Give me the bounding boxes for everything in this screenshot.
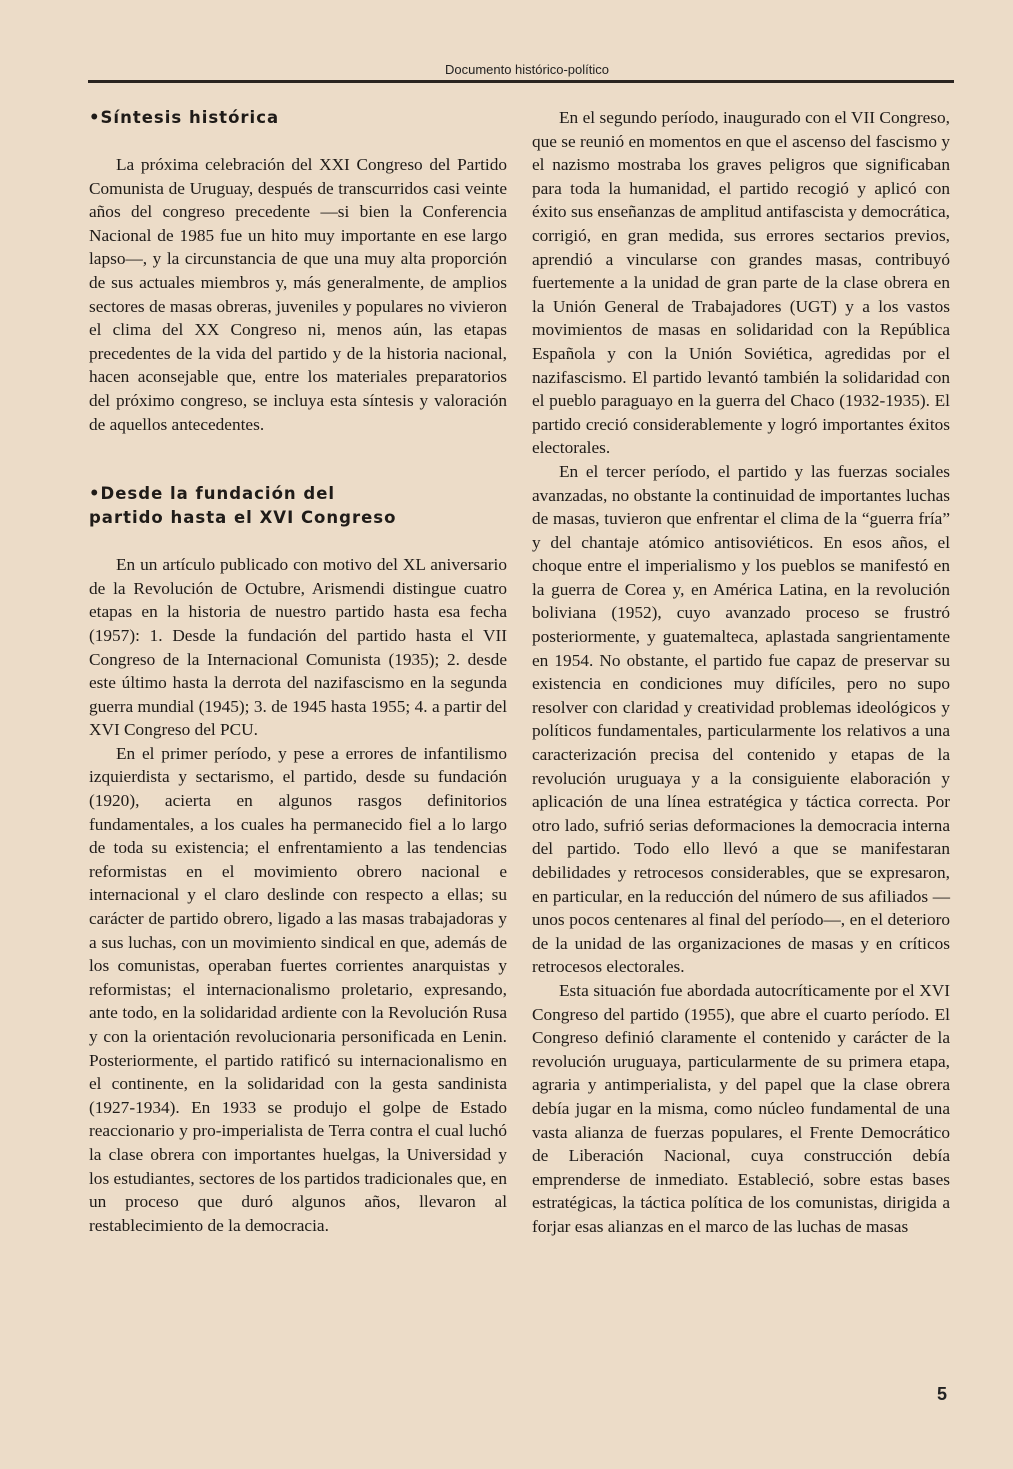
- paragraph: En un artículo publicado con motivo del XL aniversario de la Revolución de Octubre, Arismendi distingue cuatro etapas en la historia de nuestro partido hasta esa fecha (1957): 1. Desde la fundación del partido hasta el VII Congreso de la Internacional Comunista (1935); 2. desde este último hasta la derrota del nazifascismo en la segunda guerra mundial (1945); 3. de 1945 hasta 1955; 4. a partir del XVI Congreso del PCU.: [89, 555, 507, 740]
- spacer: [89, 530, 507, 553]
- section-title-sintesis: •Síntesis histórica: [89, 108, 280, 127]
- paragraph: En el primer período, y pese a errores de infantilismo izquierdista y sectarismo, el partido, desde su fundación (1920), acierta en algunos rasgos definitorios fundamentales, a los cuales ha permanecido fiel a lo largo de toda su existencia; el enfrentamiento a las tendencias reformistas en el movimiento obrero nacional e internacional y el claro deslinde con respecto a ellas; su carácter de partido obrero, ligado a las masas trabajadoras y a sus luchas, con un movimiento sindical en que, además de los comunistas, operaban fuertes corrientes anarquistas y reformistas; el internacionalismo proletario, expresando, ante todo, en la solidaridad ardiente con la Revolución Rusa y con la orientación revolucionaria personificada en Lenin. Posteriormente, el partido ratificó su internacionalismo en el continente, en la solidaridad con la gesta sandinista (1927-1934). En 1933 se produjo el golpe de Estado reaccionario y pro-imperialista de Terra contra el cual luchó la clase obrera con importantes huelgas, la Universidad y los estudiantes, sectores de los partidos tradicionales que, en un proceso que duró algunos años, llevaron al restablecimiento de la democracia.: [89, 743, 507, 1235]
- running-header: [88, 60, 954, 82]
- left-column: [89, 106, 507, 1237]
- header-rule: [88, 80, 954, 83]
- right-column: [532, 106, 950, 1239]
- paragraph: En el segundo período, inaugurado con el VII Congreso, que se reunió en momentos en que el ascenso del fascismo y el nazismo mostraba los graves peligros que significaban para toda la humanidad, el partido recogió y aplicó con éxito sus enseñanzas de amplitud antifascista y democrática, corrigió, en gran medida, sus errores sectarios previos, aprendió a vincularse con grandes masas, contribuyó fuertemente a la unidad de gran parte de la clase obrera en la Unión General de Trabajadores (UGT) y a los vastos movimientos de masas en solidaridad con la República Española y con la Unión Soviética, agredidas por el nazifascismo. El partido levantó también la solidaridad con el pueblo paraguayo en la guerra del Chaco (1932-1935). El partido creció considerablemente y logró importantes éxitos electorales.: [532, 108, 950, 458]
- paragraph: Esta situación fue abordada autocríticamente por el XVI Congreso del partido (1955), que abre el cuarto período. El Congreso definió claramente el contenido y carácter de la revolución uruguaya, particularmente de su primera etapa, agraria y antimperialista, y del papel que la clase obrera debía jugar en la misma, como núcleo fundamental de una vasta alianza de fuerzas populares, el Frente Democrático de Liberación Nacional, cuya construcción debía emprenderse de inmediato. Estableció, sobre estas bases estratégicas, la táctica política de los comunistas, dirigida a forjar esas alianzas en el marco de las luchas de masas: [532, 980, 950, 1236]
- page-number: 5: [937, 1384, 948, 1404]
- paragraph: La próxima celebración del XXI Congreso del Partido Comunista de Uruguay, después de transcurridos casi veinte años del congreso precedente —si bien la Conferencia Nacional de 1985 fue un hito muy importante en ese largo lapso—, y la circunstancia de que una muy alta proporción de sus actuales miembros y, más generalmente, de amplios sectores de masas obreras, juveniles y populares no vivieron el clima del XX Congreso ni, menos aún, las etapas precedentes de la vida del partido y de la historia nacional, hacen aconsejable que, entre los materiales preparatorios del próximo congreso, se incluya esta síntesis y valoración de aquellos antecedentes.: [89, 155, 507, 434]
- section-title-line: partido hasta el XVI Congreso: [89, 508, 397, 528]
- section-title-line: •Desde la fundación del: [89, 484, 336, 504]
- spacer: [89, 130, 507, 153]
- header-title: Documento histórico-político: [444, 62, 609, 77]
- section-title-fundacion: [89, 482, 507, 530]
- paragraph: En el tercer período, el partido y las fuerzas sociales avanzadas, no obstante la continuidad de importantes luchas de masas, tuvieron que enfrentar el clima de la “guerra fría” y del chantaje atómico antisoviéticos. En esos años, el choque entre el imperialismo y los pueblos se manifestó en la guerra de Corea y, en América Latina, en la revolución boliviana (1952), cuyo avanzado proceso se frustró posteriormente, y guatemalteca, aplastada sangrientamente en 1954. No obstante, el partido fue capaz de preservar su existencia en condiciones muy difíciles, pero no supo resolver con claridad y creatividad problemas ideológicos y políticos fundamentales, particularmente los relativos a una caracterización precisa del contenido y etapas de la revolución uruguaya y a la consiguiente elaboración y aplicación de una línea estratégica y táctica correcta. Por otro lado, sufrió serias deformaciones la democracia interna del partido. Todo ello llevó a que se manifestaran debilidades y retrocesos considerables, que se expresaron, en particular, en la reducción del número de sus afiliados —unos pocos centenares al final del período—, en el deterioro de la unidad de las organizaciones de masas y en críticos retrocesos electorales.: [532, 461, 950, 977]
- spacer: [89, 436, 507, 482]
